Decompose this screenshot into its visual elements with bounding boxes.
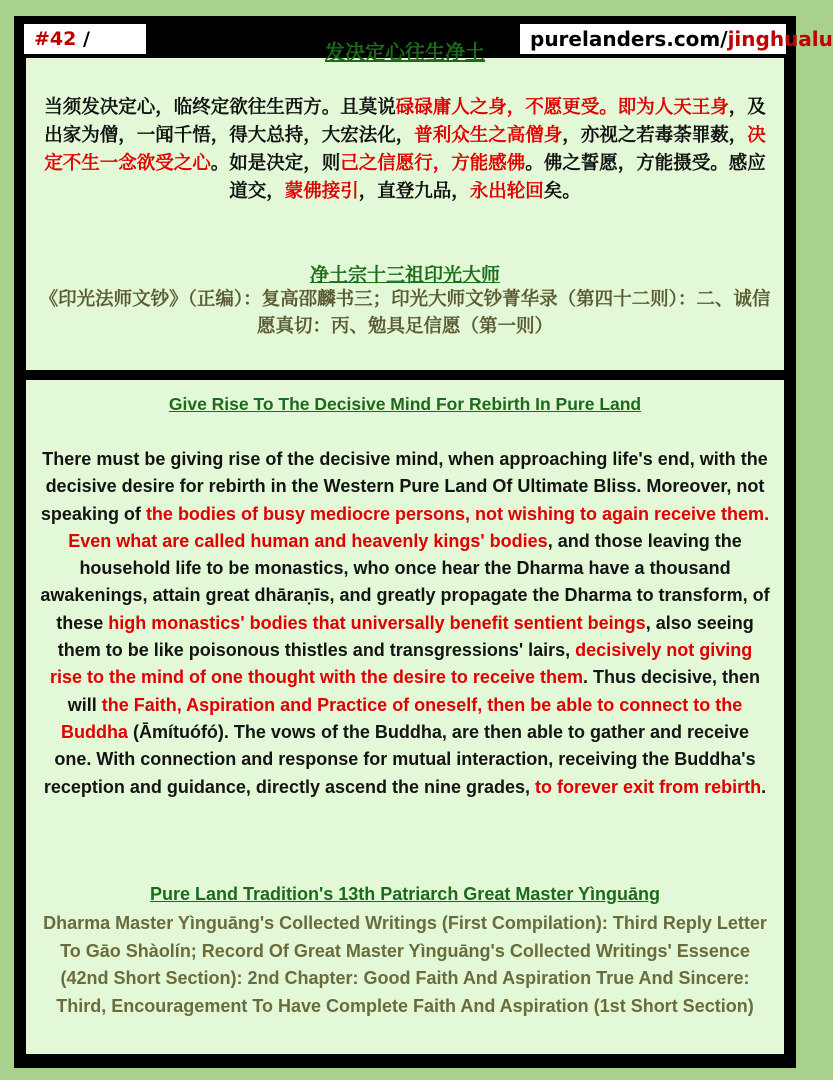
chinese-text: ，亦视之若毒荼罪薮，	[562, 125, 748, 146]
chinese-text: 当须发决定心，临终定欲往生西方。且莫说	[44, 97, 396, 118]
chinese-body	[36, 94, 774, 206]
english-body	[40, 446, 770, 801]
english-panel	[26, 380, 784, 1054]
english-highlight: the Faith, Aspiration and Practice of oneself, then be able to connect to the Buddha	[60, 694, 743, 742]
section-number: /	[82, 28, 90, 50]
chinese-panel	[26, 40, 784, 370]
english-text: . Thus decisive, then will	[67, 667, 761, 715]
chinese-text: ，直登九品，	[358, 181, 470, 202]
english-text: .	[761, 776, 767, 797]
chinese-highlight: 碌碌庸人之身，不愿更受。	[395, 97, 618, 118]
post-number: #42	[34, 28, 77, 50]
chinese-text: 矣。	[543, 181, 581, 202]
chinese-text: 。佛之誓愿，方能摄受。感应道交，	[229, 153, 766, 202]
chinese-source: 《印光法师文钞》（正编）：复高邵麟书三；印光大师文钞菁华录（第四十二则）：二、诚信愿真切：丙、勉具足信愿（第一则）	[39, 289, 771, 337]
english-source: Dharma Master Yìnguāng's Collected Writings (First Compilation): Third Reply Letter To Gāo Shàolín; Record Of Great Master Yìnguāng's Collected Writings' Essence (42nd Short Section): 2nd Chapter: Good Faith And Aspiration True And Sincere: Third, Encouragement To Have Complete Faith And Aspiration (1st Short Section)	[43, 913, 767, 1016]
chinese-highlight: 普利众生之高僧身	[414, 125, 563, 146]
chinese-highlight: 决定不生一念欲受之心	[44, 125, 766, 174]
chinese-highlight: 永出轮回	[469, 181, 544, 202]
chinese-author: 净土宗十三祖印光大师	[309, 264, 500, 286]
english-highlight: to forever exit from rebirth	[535, 776, 762, 797]
chinese-text: 。如是决定，则	[210, 153, 341, 174]
chinese-title: 发决定心往生净土	[325, 40, 485, 64]
chinese-highlight: 蒙佛接引	[284, 181, 359, 202]
chinese-text: ，及出家为僧，一闻千悟，得大总持，大宏法化，	[44, 97, 766, 146]
english-title: Give Rise To The Decisive Mind For Rebirth In Pure Land	[168, 394, 642, 414]
english-author: Pure Land Tradition's 13th Patriarch Great Master Yìnguāng	[149, 884, 661, 904]
english-text: (Āmítuófó). The vows of the Buddha, are then able to gather and receive one. With connection and response for mutual interaction, receiving the Buddha's reception and guidance, directly ascend the nine grades,	[43, 721, 756, 797]
chinese-highlight: 己之信愿行，方能感佛	[340, 153, 526, 174]
chinese-highlight: 即为人天王身	[617, 97, 729, 118]
english-highlight: the bodies of busy mediocre persons, not wishing to again receive them. Even what are called human and heavenly kings' bodies	[68, 503, 770, 551]
english-text: There must be giving rise of the decisive mind, when approaching life's end, with the decisive desire for rebirth in the Western Pure Land Of Ultimate Bliss. Moreover, not speaking of	[40, 449, 768, 524]
english-text: , and those leaving the household life to be monastics, who once hear the Dharma have a thousand awakenings, attain great dhāraṇīs, and greatly propagate the Dharma to transform, of these	[40, 530, 770, 633]
english-highlight: decisively not giving rise to the mind of one thought with the desire to receive them	[49, 640, 753, 688]
english-text: , also seeing them to be like poisonous thistles and transgressions' lairs,	[57, 612, 754, 661]
site-domain: purelanders.com/	[530, 27, 728, 51]
english-highlight: high monastics' bodies that universally benefit sentient beings	[108, 612, 646, 633]
site-path: jinghualu	[727, 27, 833, 51]
